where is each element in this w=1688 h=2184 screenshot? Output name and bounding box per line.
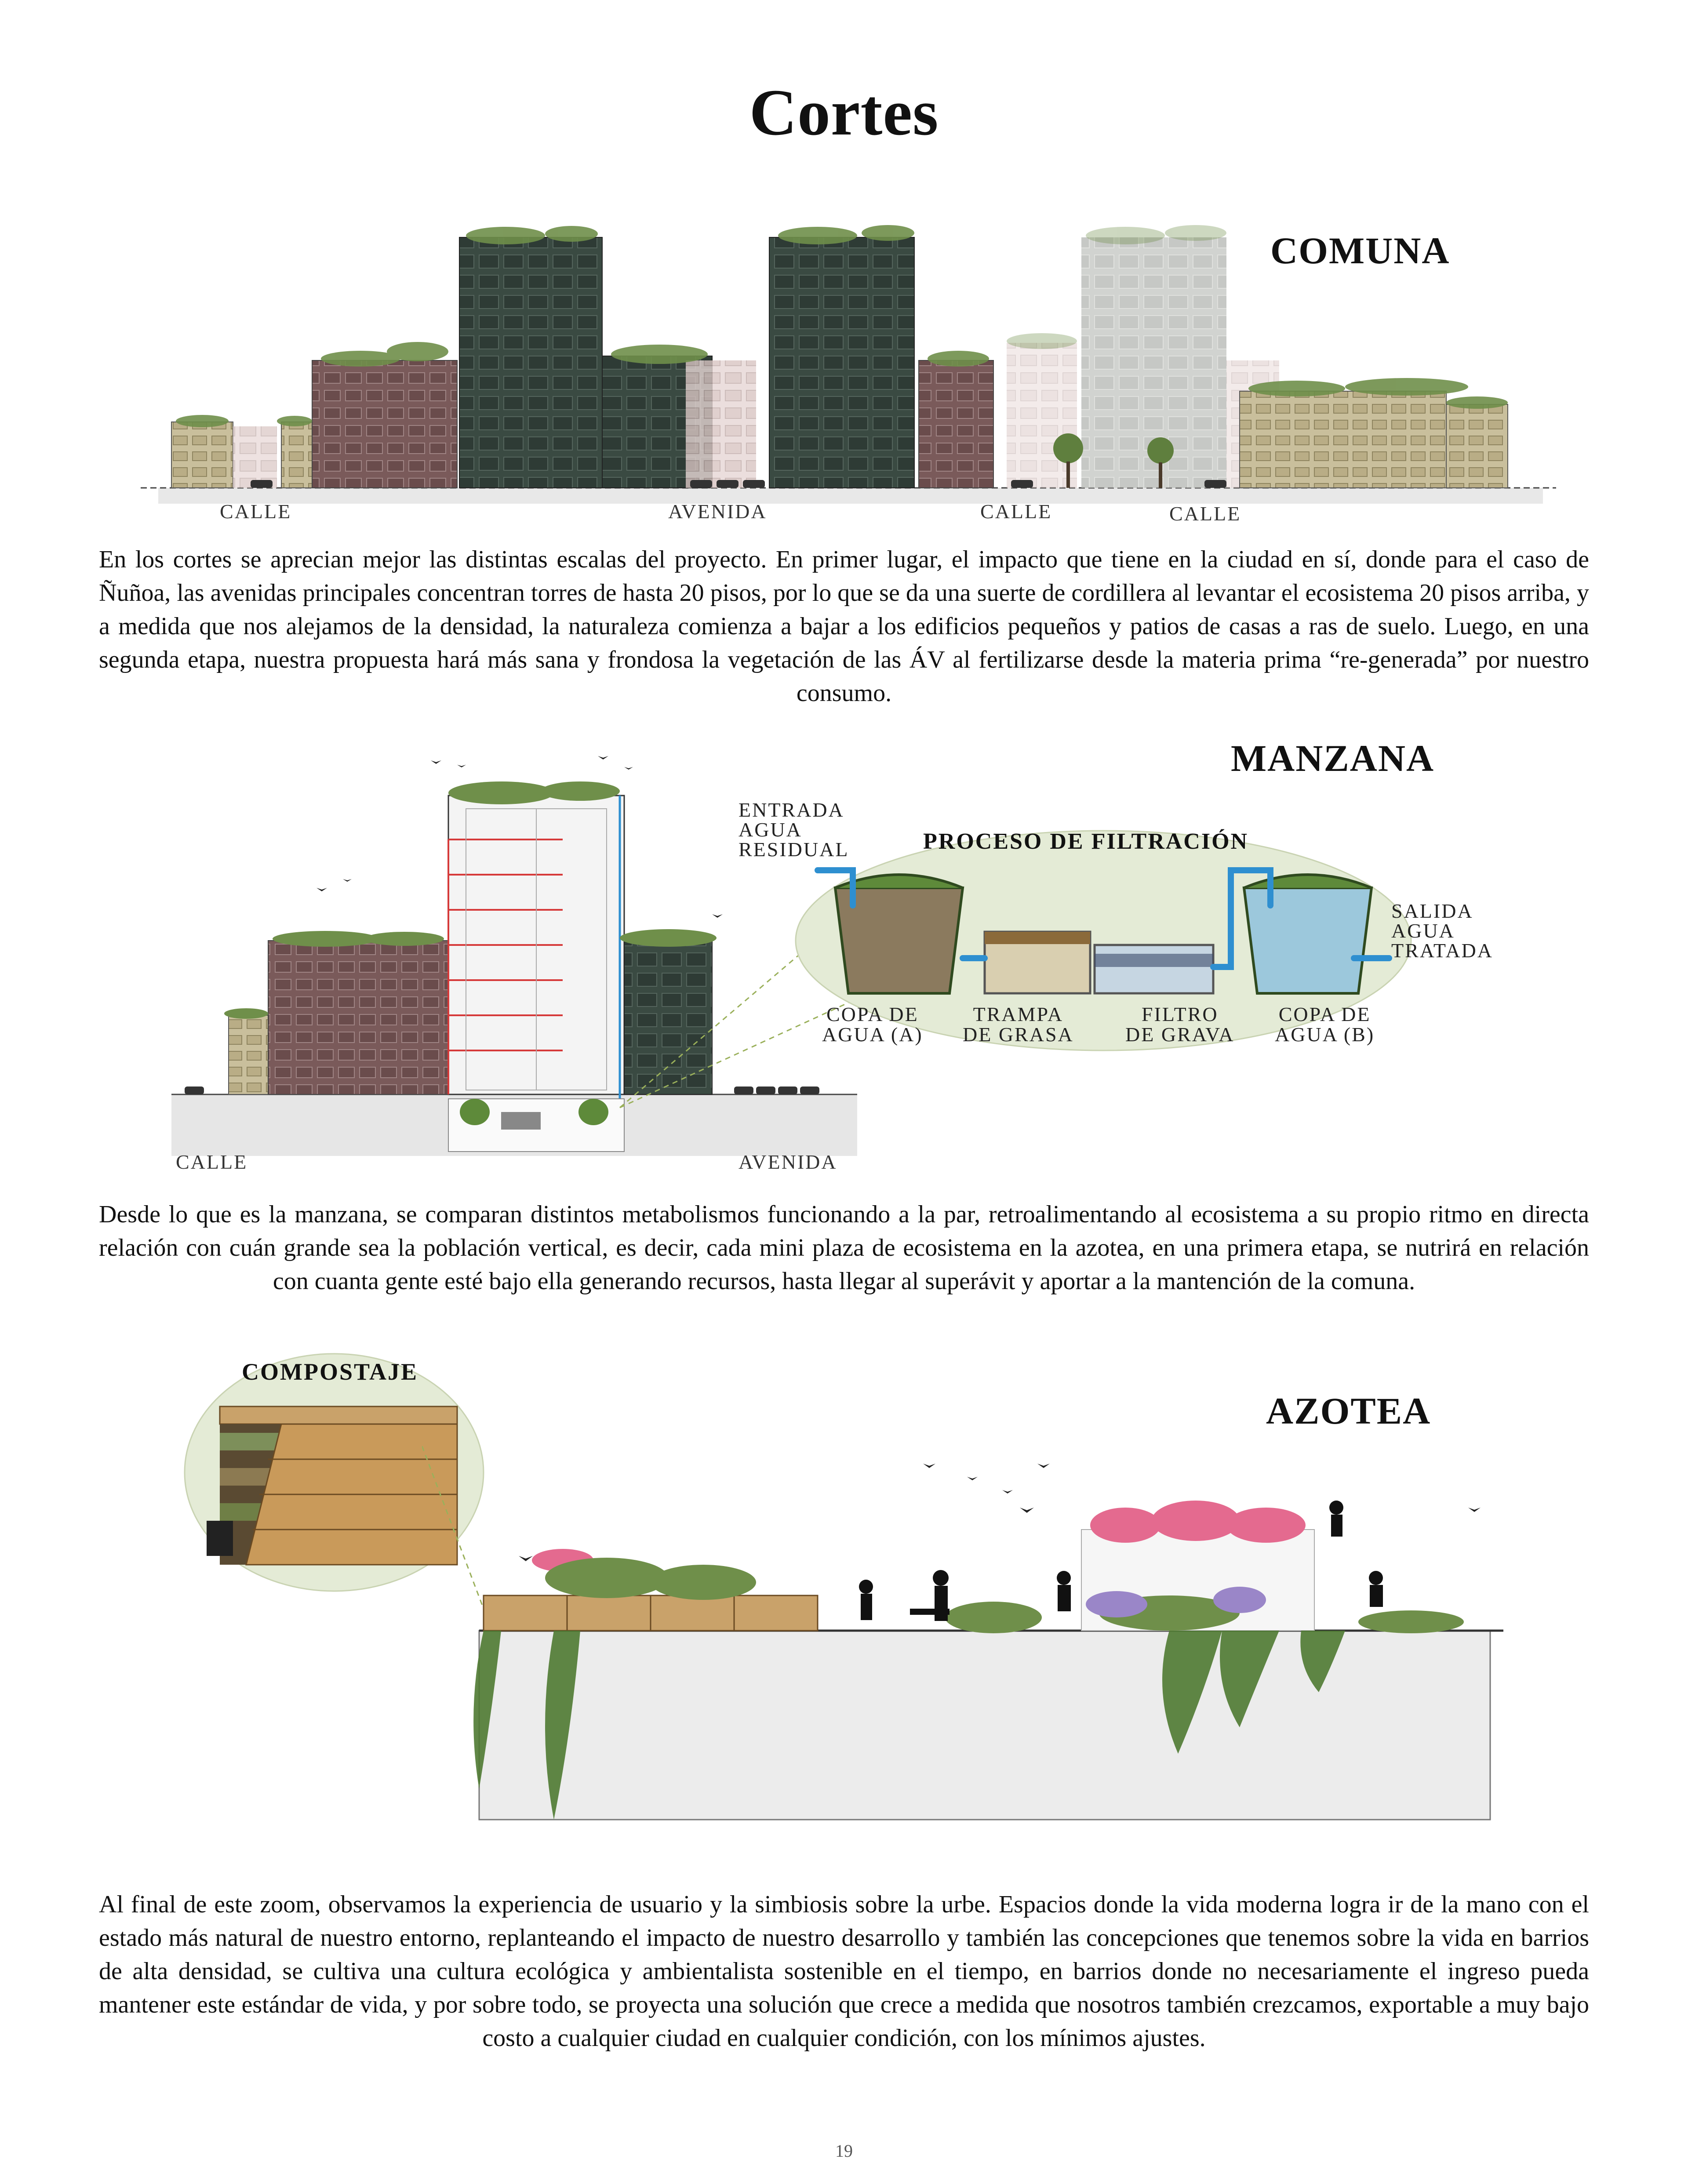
- stage-label-filtro-line1: FILTRO: [1141, 1003, 1219, 1025]
- inlet-label-line-1: ENTRADA: [738, 799, 844, 821]
- page-title: Cortes: [749, 76, 939, 149]
- manzana-paragraph: Desde lo que es la manzana, se comparan distintos metabolismos funcionando a la par, retroalimentando al ecosistema a su propio ritmo en directa relación con cuán grande sea la población vertical, es decir, cada mini plaza de ecosistema en la azotea, en una primera etapa, se nutrirá en relación con cuanta gente esté bajo ella generando recursos, hasta llegar al superávit y aportar a la mantención de la comuna.: [99, 1201, 1589, 1295]
- stage-label-trampa-line2: DE GRASA: [963, 1023, 1074, 1046]
- manzana-heading: MANZANA: [1231, 737, 1435, 779]
- stage-label-copa-a-line1: COPA DE: [826, 1003, 919, 1025]
- stage-label-copa-b-line2: AGUA (B): [1275, 1023, 1375, 1046]
- stage-label-filtro-line2: DE GRAVA: [1125, 1023, 1235, 1046]
- comuna-street-label-avenida: AVENIDA: [668, 500, 767, 523]
- outlet-label-line-2: AGUA: [1391, 919, 1455, 942]
- inlet-label-line-2: AGUA: [738, 818, 802, 841]
- comuna-section-diagram: [132, 211, 1565, 536]
- comuna-heading: COMUNA: [1270, 229, 1450, 272]
- manzana-street-label-calle: CALLE: [176, 1151, 248, 1173]
- comuna-paragraph: En los cortes se aprecian mejor las distintas escalas del proyecto. En primer lugar, el impacto que tiene en la ciudad en sí, donde para el caso de Ñuñoa, las avenidas principales concentran torres de hasta 20 pisos, por lo que se da una suerte de cordillera al levantar el ecosistema 20 pisos arriba, y a medida que nos alejamos de la densidad, la naturaleza comienza a bajar a los edificios pequeños y patios de casas a ras de suelo. Luego, en una segunda etapa, nuestra propuesta hará más sana y frondosa la vegetación de las ÁV al fertilizarse desde la materia prima “re-generada” por nuestro consumo.: [99, 546, 1589, 707]
- azotea-heading: AZOTEA: [1266, 1390, 1431, 1432]
- outlet-label-line-1: SALIDA: [1391, 900, 1473, 922]
- manzana-street-label-avenida: AVENIDA: [738, 1151, 837, 1173]
- stage-label-trampa: [963, 1004, 1074, 1045]
- filtration-process-title: PROCESO DE FILTRACIÓN: [923, 829, 1249, 854]
- compost-label: COMPOSTAJE: [242, 1359, 418, 1385]
- stage-label-trampa-line1: TRAMPA: [973, 1003, 1064, 1025]
- comuna-street-label-calle-3: CALLE: [1169, 502, 1241, 525]
- stage-label-copa-b: [1275, 1004, 1375, 1045]
- stage-label-copa-a: [822, 1004, 923, 1045]
- comuna-street-label-calle-2: CALLE: [980, 500, 1052, 523]
- stage-label-filtro: [1125, 1004, 1235, 1045]
- outlet-label-line-3: TRATADA: [1391, 939, 1493, 962]
- inlet-label-line-3: RESIDUAL: [738, 838, 849, 861]
- stage-label-copa-a-line2: AGUA (A): [822, 1023, 923, 1046]
- comuna-street-label-calle-1: CALLE: [220, 500, 292, 523]
- azotea-paragraph: Al final de este zoom, observamos la experiencia de usuario y la simbiosis sobre la urbe. Espacios donde la vida moderna logra ir de la mano con el estado más natural de nuestro entorno, replanteando el impacto de nuestro desarrollo y también las concepciones que tenemos sobre la vida en barrios de alta densidad, se cultiva una cultura ecológica y ambientalista sostenible en el tiempo, en barrios donde no necesariamente el ingreso pueda mantener este estándar de vida, y por sobre todo, se proyecta una solución que crece a medida que nosotros también crezcamos, exportable a muy bajo costo a cualquier ciudad en cualquier condición, con los mínimos ajustes.: [99, 1891, 1589, 2052]
- stage-label-copa-b-line1: COPA DE: [1278, 1003, 1371, 1025]
- page-number: 19: [835, 2141, 853, 2161]
- rooftop-section-diagram: [422, 1446, 1512, 1894]
